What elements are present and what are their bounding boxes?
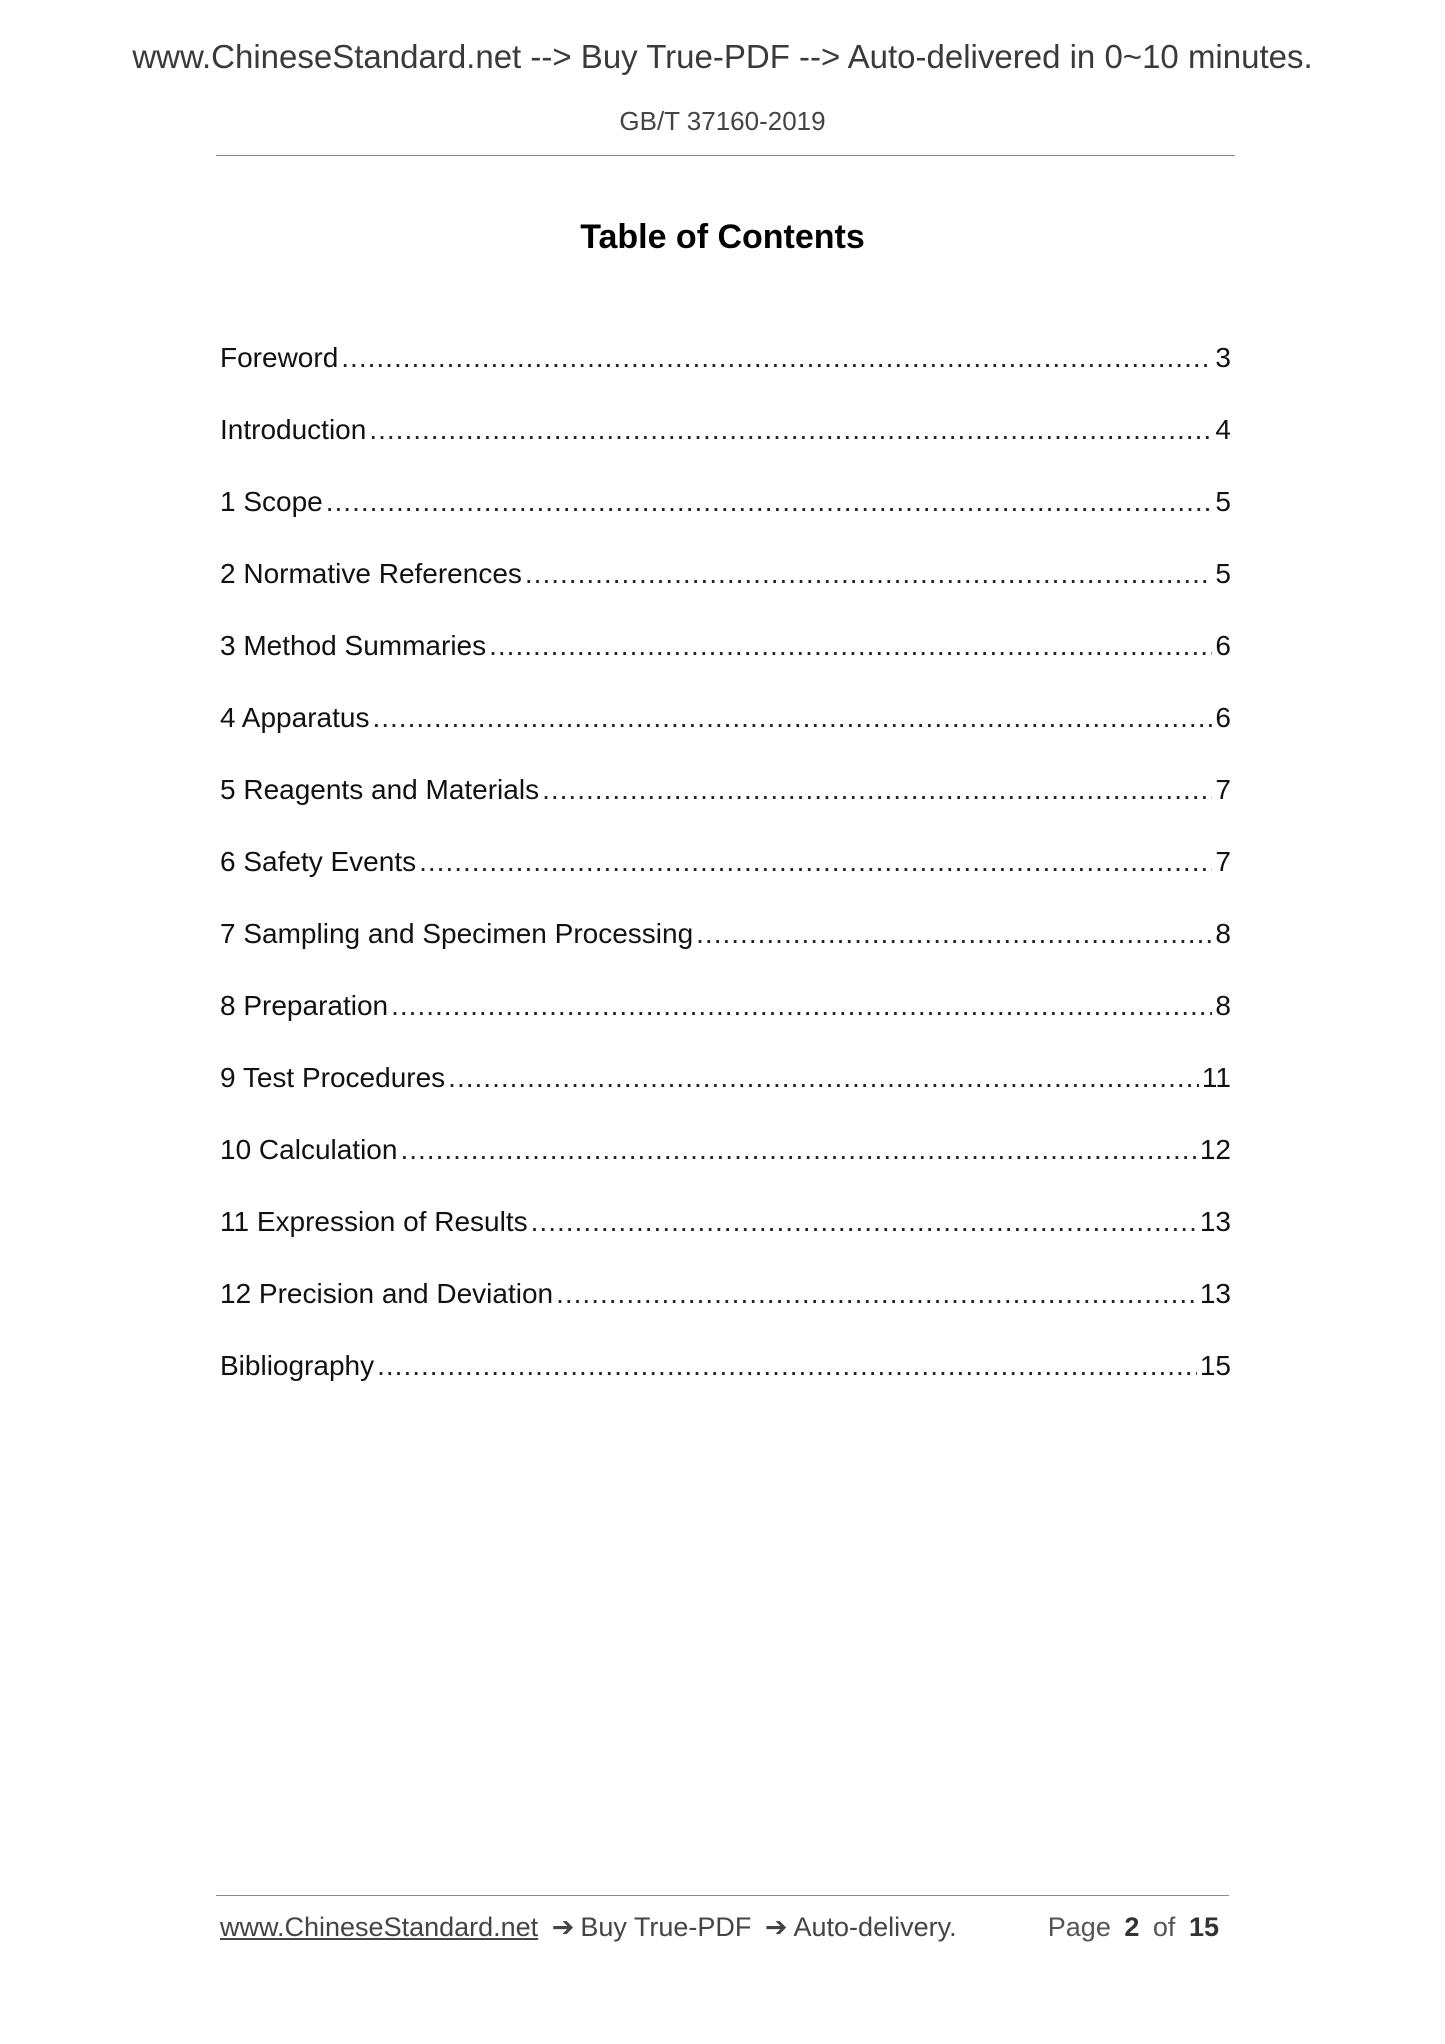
page-indicator [1048,1912,1225,1943]
dot-leader [400,1130,1196,1170]
dot-leader [391,986,1212,1026]
toc-entry-sampling-and-specimen-processing[interactable] [220,914,1231,986]
toc-entry-bibliography[interactable] [220,1346,1231,1418]
toc-entry-page: 8 [1215,918,1231,949]
document-code: GB/T 37160-2019 [619,106,826,136]
toc-entry-scope[interactable] [220,482,1231,554]
toc-entry-page: 15 [1199,1350,1231,1381]
footer-divider [216,1895,1229,1896]
toc-entry-safety-events[interactable] [220,842,1231,914]
dot-leader [448,1058,1199,1098]
toc-entry-calculation[interactable] [220,1130,1231,1202]
dot-leader [525,554,1213,594]
toc-entry-page: 3 [1215,342,1231,373]
page-total: 15 [1188,1912,1219,1942]
page-footer [220,1912,1225,1943]
footer-promo [220,1912,957,1943]
toc-entry-page: 11 [1201,1062,1231,1093]
page-of: of [1152,1912,1176,1942]
page-label: Page [1047,1912,1111,1942]
toc-entry-page: 4 [1215,414,1231,445]
toc-entry-page: 12 [1199,1134,1231,1165]
dot-leader [542,770,1212,810]
toc-title: Table of Contents [580,218,865,256]
toc-entry-test-procedures[interactable] [220,1058,1231,1130]
dot-leader [419,842,1212,882]
toc-entry-label: 1 Scope [220,486,323,517]
toc-entry-label: 8 Preparation [220,990,389,1021]
toc-entry-page: 6 [1215,630,1231,661]
toc-entry-page: 7 [1215,774,1231,805]
toc-entry-expression-of-results[interactable] [220,1202,1231,1274]
toc-entry-label: 12 Precision and Deviation [220,1278,554,1309]
toc-entry-page: 8 [1215,990,1231,1021]
page-current: 2 [1124,1912,1140,1942]
toc-entry-page: 5 [1215,486,1231,517]
buy-text: Buy True-PDF [580,1912,752,1942]
dot-leader [556,1274,1197,1314]
right-arrow-icon: ➔ [551,1912,575,1942]
dot-leader [369,410,1212,450]
header-divider [216,155,1235,156]
toc-entry-page: 13 [1199,1278,1231,1309]
dot-leader [696,914,1212,954]
toc-entry-label: 3 Method Summaries [220,630,487,661]
toc-entry-label: 4 Apparatus [220,702,370,733]
toc-entry-preparation[interactable] [220,986,1231,1058]
toc-entry-label: 11 Expression of Results [220,1206,528,1237]
toc-entry-foreword[interactable] [220,338,1231,410]
dot-leader [372,698,1212,738]
website-link[interactable]: www.ChineseStandard.net [220,1912,539,1942]
toc-entry-label: 2 Normative References [220,558,522,589]
right-arrow-icon: ➔ [764,1912,788,1942]
toc-entry-page: 7 [1215,846,1231,877]
dot-leader [531,1202,1197,1242]
toc-entry-precision-and-deviation[interactable] [220,1274,1231,1346]
toc-entry-label: Introduction [220,414,367,445]
toc-entry-page: 5 [1215,558,1231,589]
toc-entry-label: 10 Calculation [220,1134,398,1165]
toc-entry-label: 7 Sampling and Specimen Processing [220,918,694,949]
toc-entry-page: 13 [1199,1206,1231,1237]
toc-entry-label: 6 Safety Events [220,846,417,877]
toc-entry-label: 5 Reagents and Materials [220,774,540,805]
delivery-text: Auto-delivery. [793,1912,957,1942]
toc-entry-method-summaries[interactable] [220,626,1231,698]
toc-entry-label: Foreword [220,342,339,373]
toc-entry-label: 9 Test Procedures [220,1062,446,1093]
toc-entry-reagents-and-materials[interactable] [220,770,1231,842]
toc-entry-page: 6 [1215,702,1231,733]
dot-leader [326,482,1213,522]
dot-leader [377,1346,1197,1386]
toc-entry-label: Bibliography [220,1350,375,1381]
dot-leader [341,338,1212,378]
toc-entry-normative-references[interactable] [220,554,1231,626]
toc-entry-apparatus[interactable] [220,698,1231,770]
dot-leader [489,626,1212,666]
table-of-contents [220,338,1231,1418]
toc-entry-introduction[interactable] [220,410,1231,482]
promo-banner: www.ChineseStandard.net --> Buy True-PDF --> Auto-delivered in 0~10 minutes. [132,38,1313,75]
